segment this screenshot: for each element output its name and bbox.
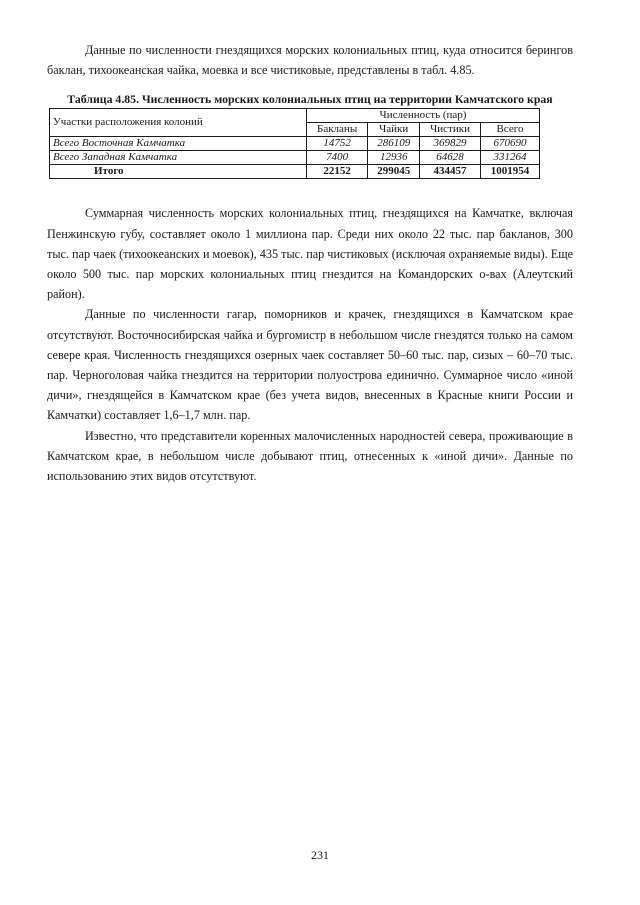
table-row (50, 137, 540, 151)
header-col-auks: Чистики (420, 123, 481, 137)
cell-gulls: 286109 (368, 137, 420, 151)
cell-auks: 369829 (420, 137, 481, 151)
body-text (47, 203, 573, 486)
cell-total: 670690 (480, 137, 539, 151)
paragraph-indigenous: Известно, что представители коренных малочисленных народностей севера, проживающие в Камчатском крае, в небольшом числе добывают птиц, отнесенных к «иной дичи». Данные по использованию этих видов отсутствуют. (47, 428, 573, 484)
header-col-gulls: Чайки (368, 123, 420, 137)
table-total-row (50, 165, 540, 179)
total-auks: 434457 (420, 165, 481, 179)
page-content (47, 40, 573, 486)
total-all: 1001954 (480, 165, 539, 179)
total-label: Итого (50, 165, 307, 179)
paragraph-summary: Суммарная численность морских колониальных птиц, гнездящихся на Камчатке, включая Пенжинскую губу, составляет около 1 миллиона пар. Среди них около 22 тыс. пар бакланов, 300 тыс. пар чаек (тихоокеанских и моевок), 435 тыс. пар чистиковых (исключая охраняемые виды). Еще около 500 тыс. пар морских колониальных птиц гнездится на Командорских о-вах (Алеутский район). (47, 206, 573, 302)
intro-paragraph: Данные по численности гнездящихся морских колониальных птиц, куда относится берингов баклан, тихоокеанская чайка, моевка и все чистиковые, представлены в табл. 4.85. (47, 43, 573, 78)
cell-cormorants: 7400 (307, 151, 368, 165)
header-col-cormorants: Бакланы (307, 123, 368, 137)
table-row (50, 151, 540, 165)
row-label: Всего Восточная Камчатка (50, 137, 307, 151)
table-header-row (50, 109, 540, 123)
header-col-total: Всего (480, 123, 539, 137)
header-location: Участки расположения колоний (50, 109, 307, 137)
total-gulls: 299045 (368, 165, 420, 179)
cell-auks: 64628 (420, 151, 481, 165)
paragraph-gulls: Данные по численности гагар, поморников и крачек, гнездящихся в Камчатском крае отсутствуют. Восточносибирская чайка и бургомистр в небольшом числе гнездятся только на самом севере края. Численность гнездящихся озерных чаек составляет 50–60 тыс. пар, сизых – 60–70 тыс. пар. Черноголовая чайка гнездится на территории полуострова единично. Суммарное число «иной дичи», гнездящейся в Камчатском крае (без учета видов, внесенных в Красные книги России и Камчатки) составляет 1,6–1,7 млн. пар. (47, 307, 573, 423)
cell-cormorants: 14752 (307, 137, 368, 151)
row-label: Всего Западная Камчатка (50, 151, 307, 165)
seabird-table (49, 108, 540, 179)
table-caption: Таблица 4.85. Численность морских колониальных птиц на территории Камчатского края (67, 92, 553, 107)
cell-gulls: 12936 (368, 151, 420, 165)
page-number: 231 (311, 848, 329, 862)
total-cormorants: 22152 (307, 165, 368, 179)
cell-total: 331264 (480, 151, 539, 165)
header-group: Численность (пар) (307, 109, 540, 123)
